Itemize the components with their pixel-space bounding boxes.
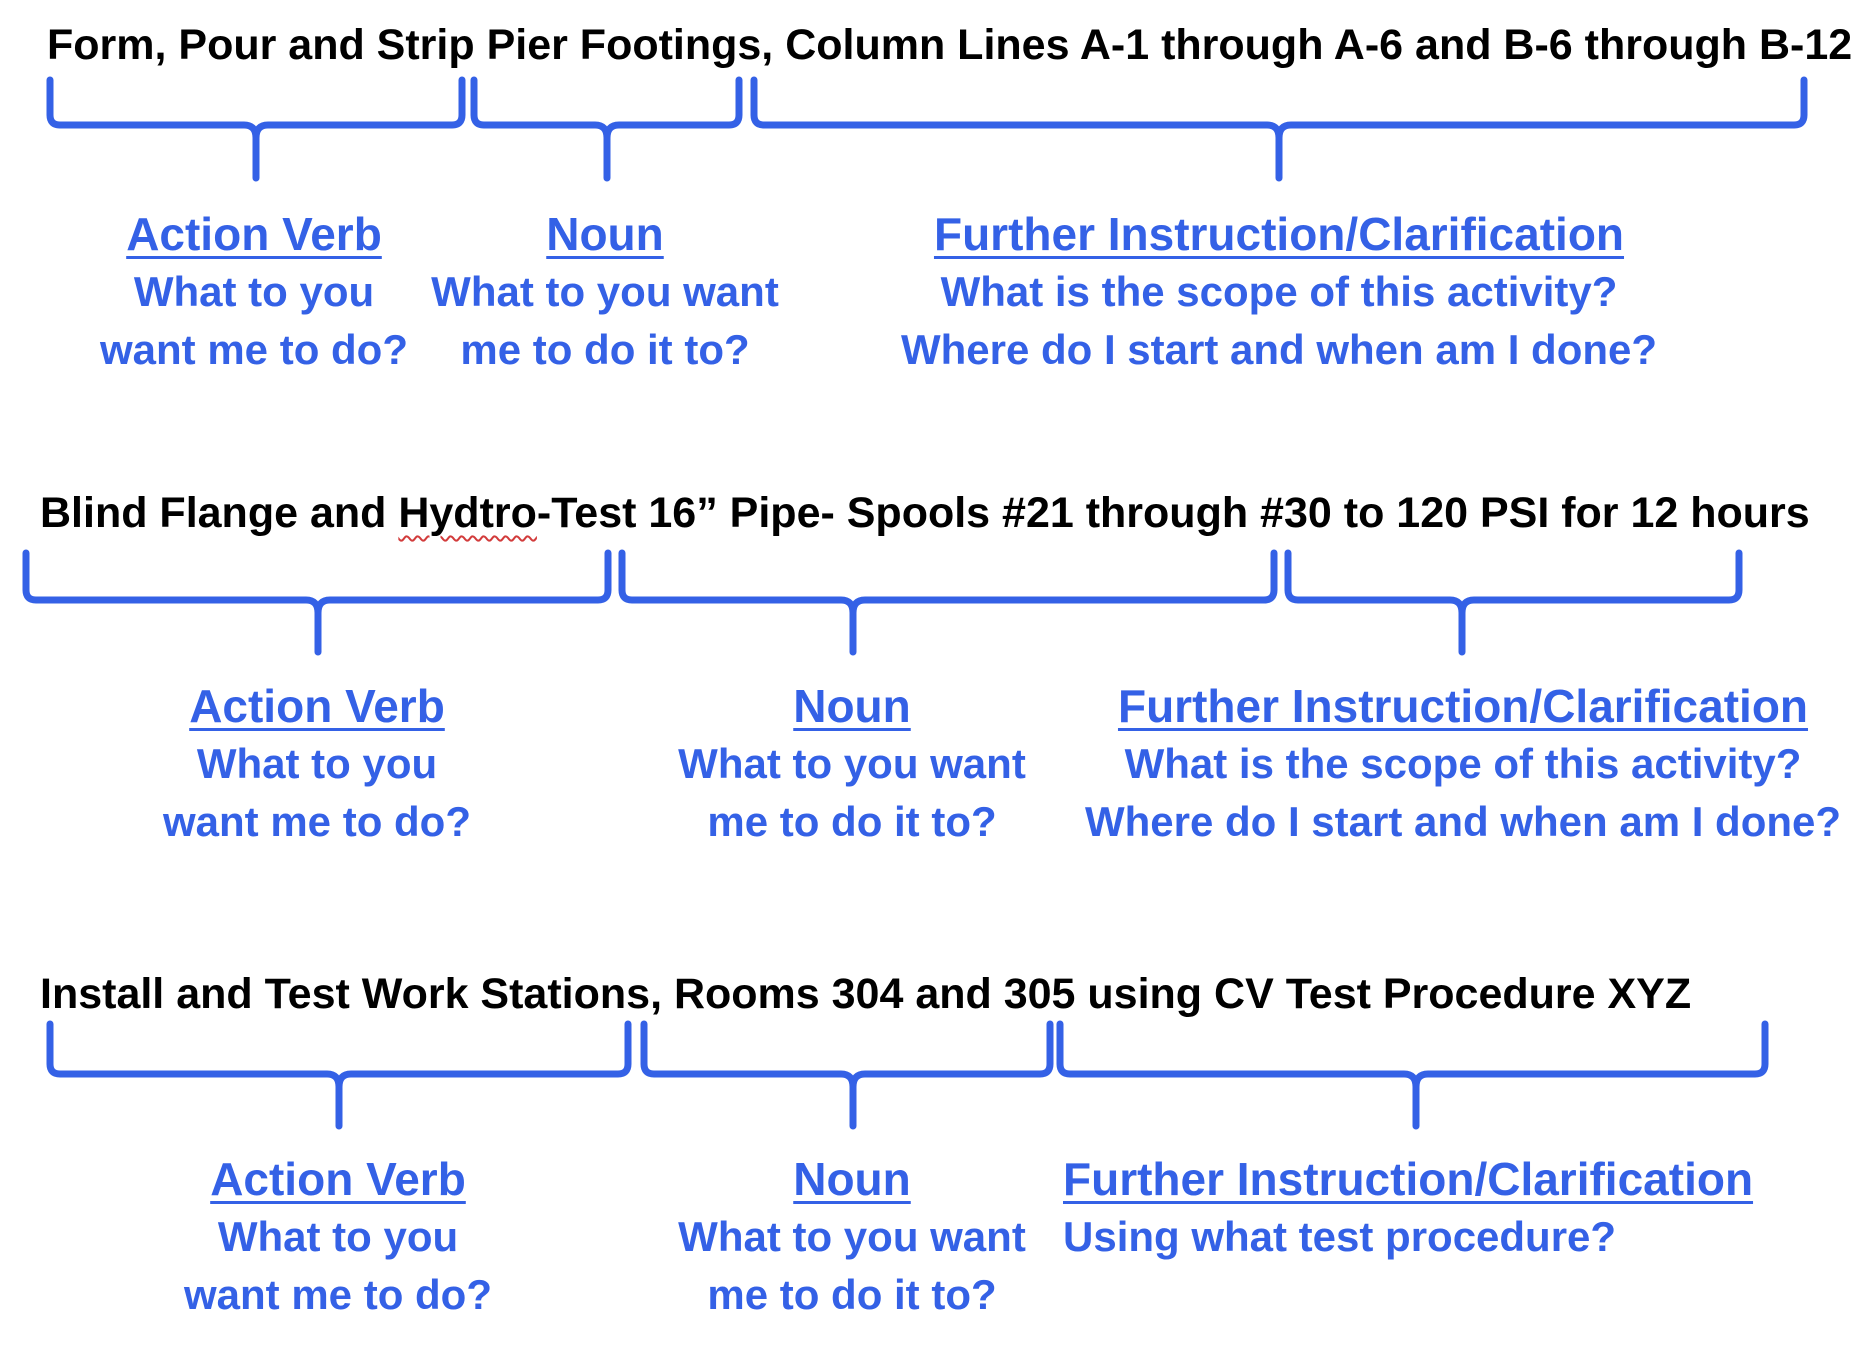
label-line: Where do I start and when am I done? (1084, 798, 1842, 845)
sentence-2-start: Blind Flange and (40, 489, 399, 537)
label-line: me to do it to? (707, 798, 997, 845)
label-line: What to you want (678, 1213, 1026, 1260)
label-line: What is the scope of this activity? (1124, 740, 1802, 787)
label-row3-action-verb (184, 1150, 492, 1324)
label-line: What to you (133, 268, 375, 315)
label-line: What to you (196, 740, 438, 787)
misspelled-word: Hydtro (398, 489, 537, 537)
brace-row2-further (1288, 553, 1739, 652)
label-row3-noun (678, 1150, 1026, 1324)
brace-row3-further (1060, 1024, 1765, 1126)
label-title: Action Verb (210, 1153, 466, 1205)
label-title: Noun (793, 1153, 911, 1205)
label-title: Noun (546, 208, 664, 260)
label-title: Noun (793, 680, 911, 732)
example-sentence-3: Install and Test Work Stations, Rooms 304 and 305 using CV Test Procedure XYZ (40, 970, 1692, 1018)
brace-row1-action-verb (50, 80, 462, 178)
label-row1-action-verb (100, 205, 408, 379)
label-title: Further Instruction/Clarification (933, 208, 1625, 260)
sentence-2-end: -Test 16” Pipe- Spools #21 through #30 to 120 PSI for 12 hours (536, 489, 1810, 537)
brace-row2-action-verb (26, 553, 608, 652)
label-line: Using what test procedure? (1063, 1213, 1617, 1260)
label-line: Where do I start and when am I done? (900, 326, 1658, 373)
label-line: What to you want (431, 268, 779, 315)
label-row1-further (901, 205, 1657, 379)
label-title: Action Verb (126, 208, 382, 260)
label-line: What to you want (678, 740, 1026, 787)
label-title: Further Instruction/Clarification (1117, 680, 1809, 732)
label-line: want me to do? (184, 1271, 492, 1318)
label-title: Further Instruction/Clarification (1063, 1153, 1754, 1205)
brace-row2-noun (622, 553, 1274, 652)
example-sentence-2 (40, 489, 1810, 537)
label-row2-action-verb (163, 677, 471, 851)
label-line: want me to do? (100, 326, 408, 373)
example-sentence-1: Form, Pour and Strip Pier Footings, Column Lines A-1 through A-6 and B-6 through B-12 (47, 21, 1853, 69)
label-row2-further (1085, 677, 1841, 851)
label-row2-noun (678, 677, 1026, 851)
brace-row3-noun (644, 1024, 1050, 1126)
label-line: me to do it to? (707, 1271, 997, 1318)
label-line: What to you (217, 1213, 459, 1260)
brace-row1-further (754, 80, 1804, 178)
label-line: want me to do? (163, 798, 471, 845)
brace-row3-action-verb (50, 1024, 628, 1126)
label-row1-noun (431, 205, 779, 379)
brace-row1-noun (474, 80, 739, 178)
label-row3-further (1063, 1150, 1753, 1266)
label-title: Action Verb (189, 680, 445, 732)
label-line: me to do it to? (460, 326, 750, 373)
label-line: What is the scope of this activity? (940, 268, 1618, 315)
